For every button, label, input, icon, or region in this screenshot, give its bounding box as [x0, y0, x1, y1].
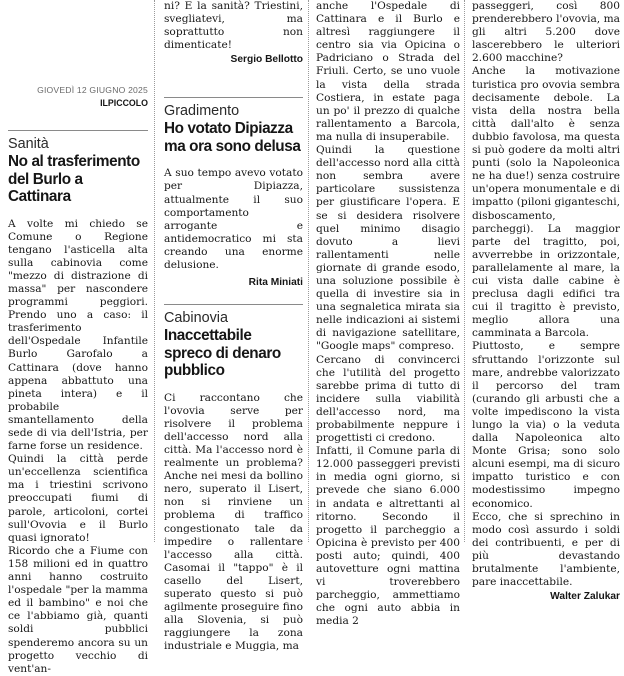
letter-body-paragraph: Quindi la questione dell'accesso nord alla città non sembra avere particolare sussistenza per giustificare l'opera. E se si desidera risolvere quel minimo disagio dovuto a lievi rallentamenti nelle giornate di grande esodo, una soluzione possibile è quella di investire sia in una segnaletica mirata sia nelle indicazioni ai sistemi di navigazione satellitare, "Google maps" compreso.	[316, 144, 460, 353]
letter-title-burlo: No al trasferimento del Burlo a Cattinara	[8, 153, 140, 205]
section-label-cabinovia: Cabinovia	[164, 310, 228, 327]
column-rule	[308, 0, 309, 542]
letter-body-paragraph: anche l'Ospedale di Cattinara e il Burlo e altresì raggiungere il centro sia via Opicina o Padriciano o Strada del Friuli. Certo, se uno vuole la vista della strada Costiera, in estate paga un po' il prezzo di qualche rallentamento a Barcola, ma nulla di insuperabile.	[316, 0, 460, 143]
column-2	[156, 0, 306, 653]
letter-signature: Sergio Bellotto	[230, 54, 303, 66]
letter-body-paragraph: Anche la motivazione turistica pro ovovia sembra decisamente debole. La vista della nostra bella città dall'alto è senza dubbio favolosa, ma questa si può godere da molti altri punti (solo la Napoleonica ne ha due!) senza costruire un'opera monumentale e di impatto (piloni giganteschi, disboscamento, parcheggi). La maggior parte del tragitto, poi, avverrebbe in orizzontale, parallelamente al mare, la cui vista dalle cabine è preclusa dagli edifici tra cui il tragitto è previsto, meglio allora una camminata a Barcola.	[472, 65, 621, 340]
letter-body-paragraph: Ricordo che a Fiume con 158 milioni ed in quattro anni hanno costruito l'ospedale "per la mamma ed il bambino" e noi che ce l'abbiamo già, quanti soldi pubblici spenderemo ancora su un progetto vecchio di vent'an-	[8, 544, 148, 675]
letter-body-paragraph: A suo tempo avevo votato per Dipiazza, attualmente il suo comportamento arrogante e antidemocratico mi sta creando una enorme delusione.	[164, 167, 303, 272]
letter-body-paragraph: Ci raccontano che l'ovovia serve per risolvere il problema dell'accesso nord alla città. Ma l'accesso nord è realmente un problema? Anche nei mesi da bollino nero, superato il Lisert, non si rinviene un problema di traffico congestionato tale da impedire o rallentare l'accesso alla città. Casomai il "tappo" è il casello del Lisert, superato questo si può agilmente proseguire fino alla Slovenia, si può raggiungere la zona industriale e Muggia, ma	[164, 391, 303, 653]
issue-date: GIOVEDÌ 12 GIUGNO 2025	[37, 85, 148, 95]
column-1	[0, 0, 152, 675]
letter-body-paragraph: Ecco, che si sprechino in modo così assurdo i soldi dei contribuenti, e per di più devastando brutalmente l'ambiente, pare inaccettabile.	[472, 510, 620, 589]
letter-body-paragraph: ni? E la sanità? Triestini, svegliatevi, ma soprattutto non dimenticate!	[164, 0, 303, 52]
letter-title-dipiazza: Ho votato Dipiazza ma ora sono delusa	[164, 120, 301, 155]
letter-body-paragraph: Quindi la città perde un'eccellenza scientifica ma i triestini scrivono preoccupati fiumi di parole, articoloni, cortei sull'Ovovia e il Burlo quasi ignorato!	[8, 453, 148, 544]
letter-signature: Walter Zalukar	[550, 591, 620, 603]
column-3	[310, 0, 463, 628]
section-label-gradimento: Gradimento	[164, 103, 240, 120]
letter-body-paragraph: Cercano di convincerci che l'utilità del progetto sarebbe prima di tutto di incidere sulla viabilità dell'accesso nord, ma probabilmente neppure i progettisti ci credono.	[316, 353, 460, 445]
letter-body-paragraph: A volte mi chiedo se Comune o Regione tengano l'asticella alta sulla cabinovia come "mezzo di distrazione di massa" per nascondere programmi peggiori. Prendo uno a caso: il trasferimento dell'Ospedale Infantile Burlo Garofalo a Cattinara (dove hanno appena abbattuto una pineta intera) e il probabile smantellamento della sede di via dell'Istria, per farne forse un residence.	[8, 217, 148, 453]
column-rule	[464, 0, 465, 542]
column-4	[466, 0, 624, 603]
letter-body-paragraph: passeggeri, così 800 prenderebbero l'ovovia, ma gli altri 5.200 dove lascerebbero le ulteriori 2.600 macchine?	[472, 0, 620, 65]
letter-title-cabinovia: Inaccettabile spreco di denaro pubblico	[164, 327, 281, 380]
letter-signature: Rita Miniati	[248, 277, 303, 289]
newspaper-name: ILPICCOLO	[100, 98, 148, 108]
letter-body-paragraph: Piuttosto, e sempre sfruttando l'orizzonte sul mare, andrebbe valorizzato il percorso del tram (curando gli arbusti che a volte impediscono la vista lungo la via) o la veduta dalla Napoleonica alto Monte Grisa; sono solo alcuni esempi, ma di sicuro impatto turistico e con modestissimo impegno economico.	[472, 340, 620, 510]
section-label-sanita: Sanità	[8, 130, 148, 152]
letter-body-paragraph: Infatti, il Comune parla di 12.000 passeggeri previsti in media ogni giorno, si prevede che siano 6.000 in andata e altrettanti al ritorno. Secondo il progetto il parcheggio a Opicina è previsto per 400 posti auto; quindi, 400 autovetture ogni mattina vi troverebbero parcheggio, ammettiamo che ogni auto abbia in media 2	[316, 445, 460, 628]
column-rule	[154, 0, 155, 542]
